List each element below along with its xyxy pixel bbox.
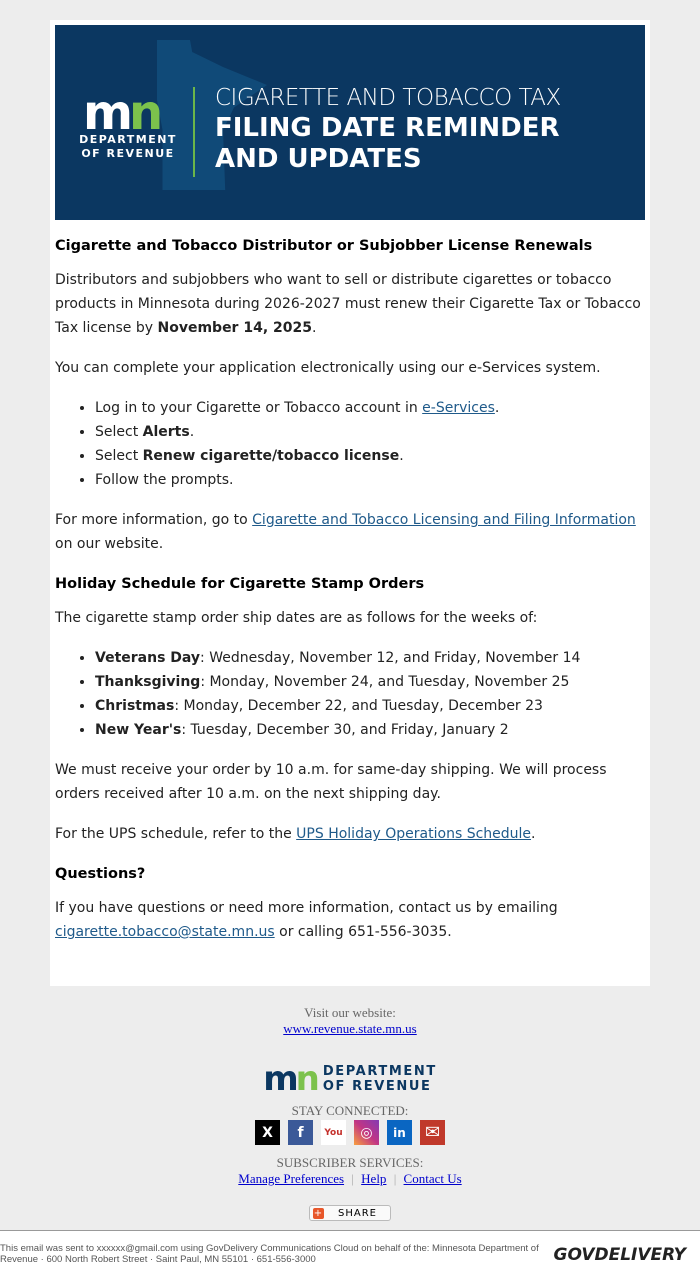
text: Renew cigarette/tobacco license xyxy=(142,448,400,464)
email-icon[interactable]: ✉ xyxy=(420,1120,445,1145)
ups-paragraph xyxy=(55,822,645,846)
mn-logo: mn xyxy=(83,85,160,141)
share-label: SHARE xyxy=(338,1207,377,1219)
logo-dept-text xyxy=(73,133,183,161)
text: Alerts xyxy=(142,424,190,440)
logo-rev: OF REVENUE xyxy=(81,147,175,160)
linkedin-icon[interactable]: in xyxy=(387,1120,412,1145)
logo-dept: DEPARTMENT xyxy=(79,133,177,146)
x-icon[interactable]: X xyxy=(255,1120,280,1145)
list-item: • Follow the prompts. xyxy=(95,468,645,492)
email-card xyxy=(50,20,650,986)
instagram-icon[interactable]: ◎ xyxy=(354,1120,379,1145)
mn-logo: mn xyxy=(263,1059,317,1099)
holiday-intro: The cigarette stamp order ship dates are as follows for the weeks of: xyxy=(55,610,538,626)
separator: | xyxy=(351,1171,354,1186)
contact-us-link[interactable]: Contact Us xyxy=(403,1171,462,1186)
text: . xyxy=(311,320,317,336)
license-heading: Cigarette and Tobacco Distributor or Subjobber License Renewals xyxy=(55,238,593,254)
shipping-paragraph: We must receive your order by 10 a.m. for same-day shipping. We will process orders received after 10 a.m. on the next shipping day. xyxy=(55,762,607,802)
text: If you have questions or need more information, contact us by emailing xyxy=(55,900,558,916)
holiday-name: Christmas xyxy=(95,698,175,714)
holiday-dates: : Tuesday, December 30, and Friday, January 2 xyxy=(181,722,509,738)
list-item xyxy=(95,646,645,670)
banner-line1: CIGARETTE AND TOBACCO TAX xyxy=(215,85,561,111)
website-link[interactable]: www.revenue.state.mn.us xyxy=(283,1021,417,1036)
divider xyxy=(193,87,195,177)
subscriber-label: SUBSCRIBER SERVICES: xyxy=(276,1155,424,1170)
holiday-dates: : Monday, November 24, and Tuesday, November 25 xyxy=(200,674,570,690)
text: on our website. xyxy=(55,536,164,552)
license-paragraph xyxy=(55,268,645,340)
sent-to-text: This email was sent to xxxxxx@gmail.com using GovDelivery Communications Cloud on behalf of the: Minnesota Department of Revenue · 600 North Robert Street · Saint Paul, MN 55101 · 651-556-3000 xyxy=(0,1243,539,1265)
holiday-name: Veterans Day xyxy=(95,650,201,666)
social-links xyxy=(0,1120,700,1145)
questions-paragraph xyxy=(55,896,645,944)
text: . xyxy=(531,826,536,842)
holiday-heading: Holiday Schedule for Cigarette Stamp Orders xyxy=(55,576,425,592)
banner-line2: FILING DATE REMINDER xyxy=(215,113,560,143)
list-item xyxy=(95,444,645,468)
text: Distributors and subjobbers who want to sell or distribute cigarettes or tobacco products in Minnesota during 2026-2027 must renew their Cigarette Tax or Tobacco Tax license by xyxy=(55,272,641,336)
holiday-name: Thanksgiving xyxy=(95,674,201,690)
questions-heading: Questions? xyxy=(55,866,146,882)
deadline: November 14, 2025 xyxy=(157,320,312,336)
plus-icon: + xyxy=(313,1207,324,1219)
share-button[interactable] xyxy=(309,1205,391,1221)
more-info-paragraph xyxy=(55,508,645,556)
list-item xyxy=(95,694,645,718)
text: . xyxy=(189,424,195,440)
holiday-dates: : Wednesday, November 12, and Friday, November 14 xyxy=(200,650,581,666)
holiday-name: New Year's xyxy=(95,722,182,738)
help-link[interactable]: Help xyxy=(361,1171,387,1186)
list-item xyxy=(95,718,645,742)
text: . xyxy=(494,400,500,416)
holiday-dates: : Monday, December 22, and Tuesday, December 23 xyxy=(174,698,543,714)
text: For more information, go to xyxy=(55,512,253,528)
ups-schedule-link[interactable]: UPS Holiday Operations Schedule xyxy=(296,826,532,842)
footer xyxy=(0,1005,700,1221)
text: Log in to your Cigarette or Tobacco account in xyxy=(95,400,423,416)
text: For the UPS schedule, refer to the xyxy=(55,826,297,842)
govdelivery-logo: GOVDELIVERY xyxy=(553,1245,686,1265)
email-body xyxy=(55,234,645,944)
facebook-icon[interactable]: f xyxy=(288,1120,313,1145)
eservices-link[interactable]: e-Services xyxy=(422,400,495,416)
text: Select xyxy=(95,448,143,464)
licensing-info-link[interactable]: Cigarette and Tobacco Licensing and Filing Information xyxy=(252,512,636,528)
subscriber-links xyxy=(0,1171,700,1187)
footer-logo xyxy=(0,1059,700,1099)
email-link[interactable]: cigarette.tobacco@state.mn.us xyxy=(55,924,275,940)
banner-line3: AND UPDATES xyxy=(215,144,422,174)
header-banner xyxy=(55,25,645,220)
banner-title xyxy=(215,113,560,175)
manage-preferences-link[interactable]: Manage Preferences xyxy=(238,1171,345,1186)
steps-list xyxy=(95,396,645,492)
list-item xyxy=(95,420,645,444)
eservices-paragraph: You can complete your application electronically using our e-Services system. xyxy=(55,360,601,376)
text: or calling 651-556-3035. xyxy=(274,924,452,940)
visit-label: Visit our website: xyxy=(304,1005,396,1020)
list-item xyxy=(95,396,645,420)
list-item xyxy=(95,670,645,694)
logo-dept: DEPARTMENT xyxy=(322,1064,437,1079)
stay-connected-label: STAY CONNECTED: xyxy=(291,1103,409,1118)
logo-rev: OF REVENUE xyxy=(322,1079,432,1094)
text: Select xyxy=(95,424,143,440)
logo-text xyxy=(323,1064,437,1094)
bottom-bar xyxy=(0,1230,700,1272)
text: . xyxy=(399,448,404,464)
youtube-icon[interactable]: You xyxy=(321,1120,346,1145)
holiday-list xyxy=(95,646,645,742)
separator: | xyxy=(393,1171,397,1186)
